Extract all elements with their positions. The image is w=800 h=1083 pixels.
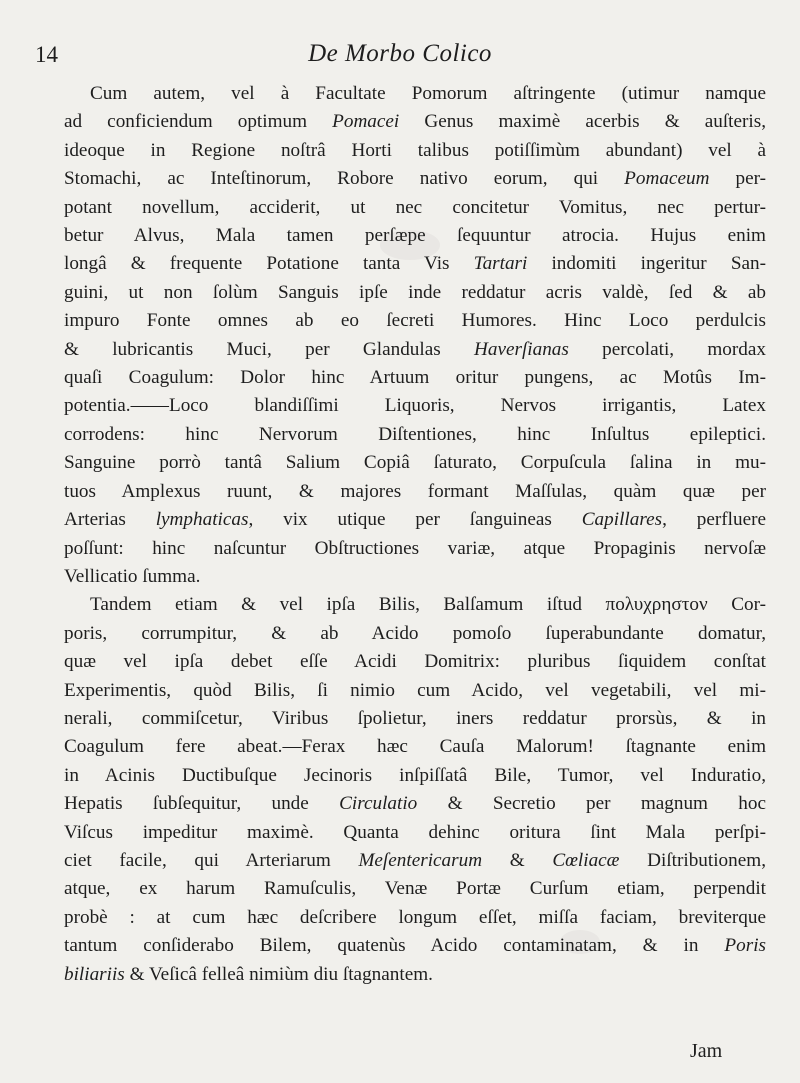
text-line <box>64 449 766 477</box>
page-number: 14 <box>35 42 58 67</box>
text-segment: potentia.——Loco blandiſſimi Liquoris, Nervos irrigantis, Latex <box>64 395 766 417</box>
text-segment: Tandem etiam & vel ipſa Bilis, Balſamum iſtud <box>90 594 606 616</box>
body-text <box>64 80 766 989</box>
text-segment: poſſunt: hinc naſcuntur Obſtructiones variæ, atque Propaginis nervoſæ <box>64 537 766 559</box>
text-segment: Vellicatio ſumma. <box>64 565 201 587</box>
italic-term: Meſentericarum <box>358 849 483 871</box>
text-line <box>64 875 766 903</box>
italic-term: Capillares <box>581 509 663 531</box>
text-line <box>64 705 766 733</box>
text-line <box>64 392 766 420</box>
text-line <box>64 279 766 307</box>
text-line <box>64 733 766 761</box>
italic-term: Tartari <box>473 253 528 275</box>
text-segment: Diſtributionem, <box>619 849 766 871</box>
text-line <box>64 847 766 875</box>
text-line <box>64 819 766 847</box>
text-segment: Experimentis, quòd Bilis, ſi nimio cum Acido, vel vegetabili, vel mi- <box>64 679 766 701</box>
text-line <box>64 222 766 250</box>
text-segment: tantum conſiderabo Bilem, quatenùs Acido contaminatam, & in <box>64 935 725 957</box>
running-title: De Morbo Colico <box>308 40 492 67</box>
text-segment: longâ & frequente Potatione tanta Vis <box>64 253 474 275</box>
page-header <box>0 40 800 70</box>
italic-term: Pomaceum <box>624 168 710 190</box>
text-line <box>64 961 766 989</box>
text-segment: nerali, commiſcetur, Viribus ſpolietur, iners reddatur prorsùs, & in <box>64 707 766 729</box>
text-segment: corrodens: hinc Nervorum Diſtentiones, hinc Inſultus epileptici. <box>64 423 766 445</box>
text-segment: in Acinis Ductibuſque Jecinoris inſpiſſatâ Bile, Tumor, vel Induratio, <box>64 764 766 786</box>
text-line <box>64 364 766 392</box>
text-line <box>64 165 766 193</box>
text-segment: & <box>482 849 553 871</box>
text-segment: Hepatis ſubſequitur, unde <box>64 793 340 815</box>
catchword: Jam <box>690 1040 723 1062</box>
text-segment: guini, ut non ſolùm Sanguis ipſe inde reddatur acris valdè, ſed & ab <box>64 281 766 303</box>
italic-term: Circulatio <box>339 793 418 815</box>
italic-term: biliariis <box>64 963 125 985</box>
italic-term: Cœliacæ <box>552 849 620 871</box>
text-segment: , perfluere <box>662 509 766 531</box>
text-line <box>64 80 766 108</box>
text-line <box>64 194 766 222</box>
text-segment: πολυχρηστον <box>605 594 708 616</box>
text-segment: tuos Amplexus ruunt, & majores formant Maſſulas, quàm quæ per <box>64 480 766 502</box>
text-line <box>64 591 766 619</box>
italic-term: Haverſianas <box>474 338 569 360</box>
text-segment: atque, ex harum Ramuſculis, Venæ Portæ Curſum etiam, perpendit <box>64 878 766 900</box>
text-segment: ideoque in Regione noſtrâ Horti talibus potiſſimùm abundant) vel à <box>64 139 766 161</box>
text-segment: Sanguine porrò tantâ Salium Copiâ ſaturato, Corpuſcula ſalina in mu- <box>64 452 766 474</box>
text-line <box>64 563 766 591</box>
text-segment: probè : at cum hæc deſcribere longum eſſet, miſſa faciam, breviterque <box>64 906 766 928</box>
text-segment: & lubricantis Muci, per Glandulas <box>64 338 474 360</box>
text-line <box>64 250 766 278</box>
text-line <box>64 762 766 790</box>
text-line <box>64 535 766 563</box>
text-line <box>64 336 766 364</box>
text-line <box>64 904 766 932</box>
text-segment: Cor- <box>707 594 766 616</box>
text-segment: impuro Fonte omnes ab eo ſecreti Humores. Hinc Loco perdulcis <box>64 310 766 332</box>
text-segment: potant novellum, acciderit, ut nec concitetur Vomitus, nec pertur- <box>64 196 766 218</box>
text-segment: per- <box>709 168 766 190</box>
italic-term: lymphaticas <box>155 509 249 531</box>
text-segment: Coagulum fere abeat.—Ferax hæc Cauſa Malorum! ſtagnante enim <box>64 736 766 758</box>
text-segment: & Secretio per magnum hoc <box>417 793 767 815</box>
text-segment: Viſcus impeditur maximè. Quanta dehinc oritura ſint Mala perſpi- <box>64 821 766 843</box>
text-line <box>64 307 766 335</box>
text-line <box>64 108 766 136</box>
text-segment: quæ vel ipſa debet eſſe Acidi Domitrix: pluribus ſiquidem conſtat <box>64 651 766 673</box>
text-line <box>64 620 766 648</box>
italic-term: Pomacei <box>332 111 400 133</box>
text-line <box>64 790 766 818</box>
text-segment: , vix utique per ſanguineas <box>248 509 582 531</box>
text-segment: Cum autem, vel à Facultate Pomorum aſtringente (utimur namque <box>90 83 766 104</box>
text-segment: & Veſicâ felleâ nimiùm diu ſtagnantem. <box>124 963 433 985</box>
text-segment: quaſi Coagulum: Dolor hinc Artuum oritur pungens, ac Motûs Im- <box>64 367 766 389</box>
text-segment: betur Alvus, Mala tamen perſæpe ſequuntur atrocia. Hujus enim <box>64 225 766 247</box>
text-line <box>64 932 766 960</box>
text-line <box>64 648 766 676</box>
text-segment: ad conficiendum optimum <box>64 111 333 133</box>
italic-term: Poris <box>724 935 766 957</box>
text-segment: Arterias <box>64 509 156 531</box>
text-line <box>64 421 766 449</box>
text-line <box>64 137 766 165</box>
text-segment: Stomachi, ac Inteſtinorum, Robore nativo eorum, qui <box>64 168 625 190</box>
text-line <box>64 478 766 506</box>
text-line <box>64 506 766 534</box>
text-segment: poris, corrumpitur, & ab Acido pomoſo ſuperabundante domatur, <box>64 622 766 644</box>
text-line <box>64 677 766 705</box>
text-segment: percolati, mordax <box>568 338 766 360</box>
text-segment: indomiti ingeritur San- <box>527 253 766 275</box>
text-segment: ciet facile, qui Arteriarum <box>64 849 359 871</box>
text-segment: Genus maximè acerbis & auſteris, <box>399 111 766 133</box>
